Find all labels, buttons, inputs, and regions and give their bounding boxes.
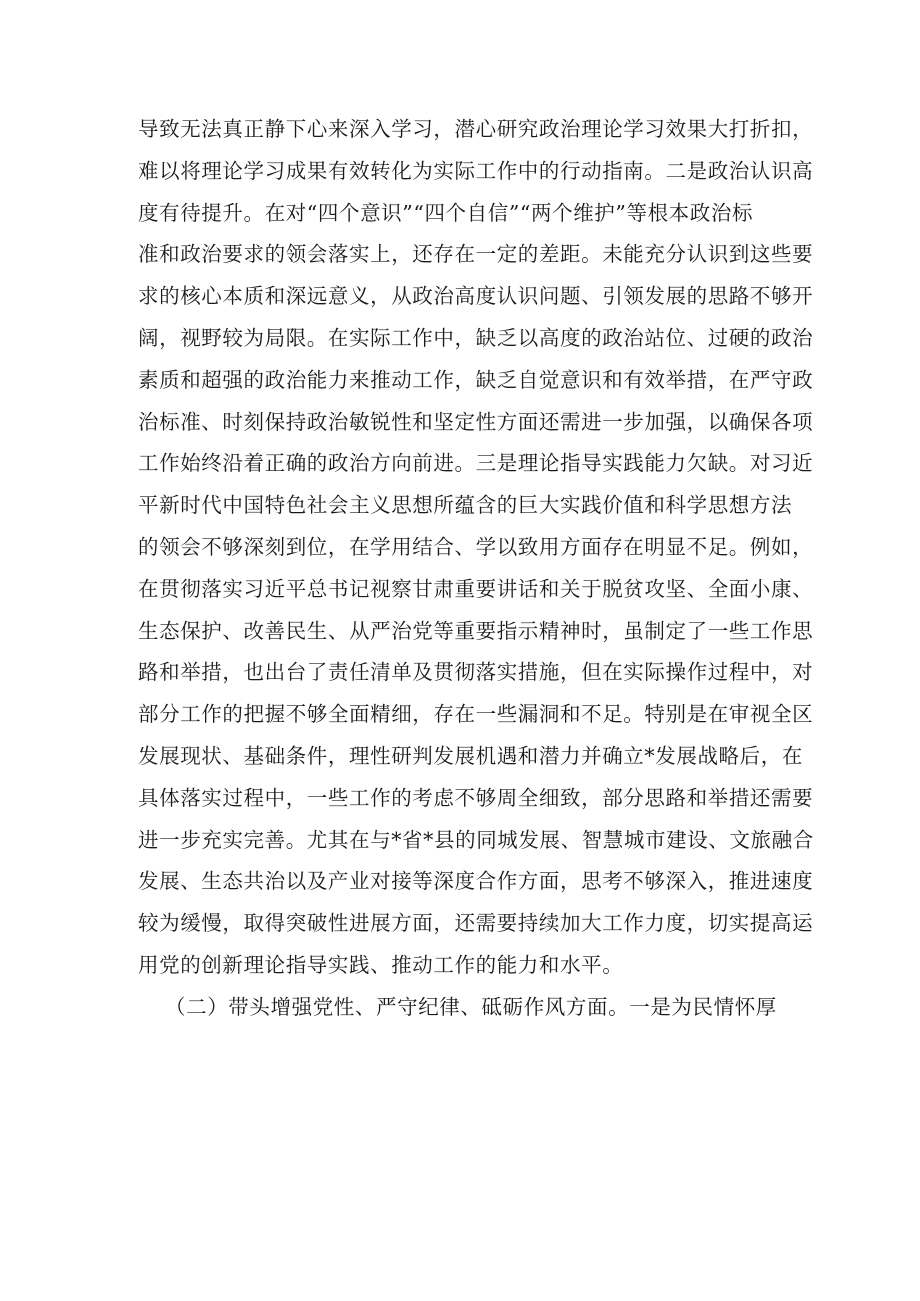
text-line: 求的核心本质和深远意义，从政治高度认识问题、引领发展的思路不够开 xyxy=(138,284,814,309)
text-line: 较为缓慢，取得突破性进展方面，还需要持续加大工作力度，切实提高运 xyxy=(138,911,814,936)
text-line: 发展、生态共治以及产业对接等深度合作方面，思考不够深入，推进速度 xyxy=(138,869,814,894)
text-line: 的领会不够深刻到位，在学用结合、学以致用方面存在明显不足。例如， xyxy=(138,534,814,559)
text-line: 在贯彻落实习近平总书记视察甘肃重要讲话和关于脱贫攻坚、全面小康、 xyxy=(138,576,814,601)
text-line: 部分工作的把握不够全面精细，存在一些漏洞和不足。特别是在审视全区 xyxy=(138,702,814,727)
text-line: 发展现状、基础条件，理性研判发展机遇和潜力并确立*发展战略后，在 xyxy=(138,743,803,768)
text-line: 用党的创新理论指导实践、推动工作的能力和水平。 xyxy=(138,952,624,977)
text-line: 度有待提升。在对“四个意识”“四个自信”“两个维护”等根本政治标 xyxy=(138,200,754,225)
text-line: 导致无法真正静下心来深入学习，潜心研究政治理论学习效果大打折扣， xyxy=(138,117,814,141)
text-line: 进一步充实完善。尤其在与*省*县的同城发展、智慧城市建设、文旅融合 xyxy=(138,827,814,852)
text-line: 阔，视野较为局限。在实际工作中，缺乏以高度的政治站位、过硬的政治 xyxy=(138,325,814,350)
text-line: 难以将理论学习成果有效转化为实际工作中的行动指南。二是政治认识高 xyxy=(138,158,814,183)
text-line: 路和举措，也出台了责任清单及贯彻落实措施，但在实际操作过程中，对 xyxy=(138,660,814,685)
text-line: 生态保护、改善民生、从严治党等重要指示精神时，虽制定了一些工作思 xyxy=(138,618,814,643)
text-line: 平新时代中国特色社会主义思想所蕴含的巨大实践价值和科学思想方法 xyxy=(138,493,793,518)
text-line: 工作始终沿着正确的政治方向前进。三是理论指导实践能力欠缺。对习近 xyxy=(138,451,814,476)
text-line: 具体落实过程中，一些工作的考虑不够周全细致，部分思路和举措还需要 xyxy=(138,785,814,810)
text-line: 治标准、时刻保持政治敏锐性和坚定性方面还需进一步加强，以确保各项 xyxy=(138,409,814,434)
text-line: 素质和超强的政治能力来推动工作，缺乏自觉意识和有效举措，在严守政 xyxy=(138,367,814,392)
text-line: 准和政治要求的领会落实上，还存在一定的差距。未能充分认识到这些要 xyxy=(138,242,814,267)
section-heading-line: （二）带头增强党性、严守纪律、砥砺作风方面。一是为民情怀厚 xyxy=(165,994,777,1019)
document-body xyxy=(138,109,814,1029)
